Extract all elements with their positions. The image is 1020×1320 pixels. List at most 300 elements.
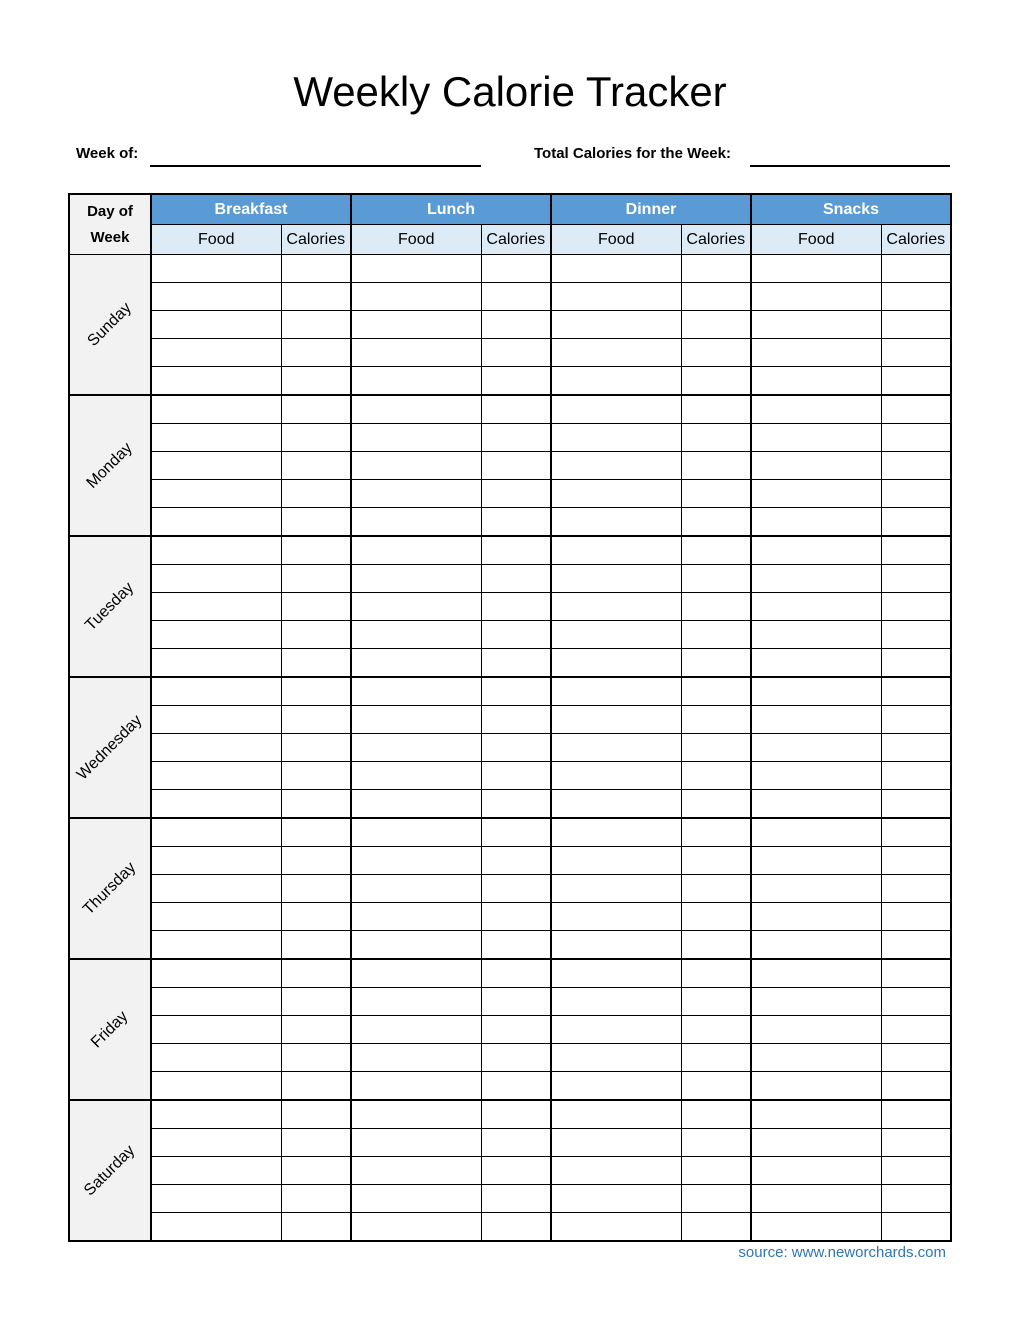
food-entry-cell[interactable] [351, 1185, 481, 1213]
calories-entry-cell[interactable] [681, 649, 751, 678]
calories-entry-cell[interactable] [481, 649, 551, 678]
calories-entry-cell[interactable] [681, 508, 751, 537]
calories-entry-cell[interactable] [681, 367, 751, 396]
food-entry-cell[interactable] [751, 1016, 881, 1044]
food-entry-cell[interactable] [551, 847, 681, 875]
food-entry-cell[interactable] [151, 283, 281, 311]
food-entry-cell[interactable] [151, 1072, 281, 1101]
calories-entry-cell[interactable] [481, 1185, 551, 1213]
calories-entry-cell[interactable] [681, 339, 751, 367]
calories-entry-cell[interactable] [281, 706, 351, 734]
calories-entry-cell[interactable] [481, 959, 551, 988]
food-entry-cell[interactable] [351, 959, 481, 988]
calories-entry-cell[interactable] [681, 536, 751, 565]
calories-entry-cell[interactable] [281, 734, 351, 762]
food-entry-cell[interactable] [151, 1185, 281, 1213]
calories-entry-cell[interactable] [281, 593, 351, 621]
food-entry-cell[interactable] [151, 508, 281, 537]
calories-entry-cell[interactable] [881, 311, 951, 339]
food-entry-cell[interactable] [351, 818, 481, 847]
calories-entry-cell[interactable] [281, 649, 351, 678]
food-entry-cell[interactable] [351, 1213, 481, 1242]
food-entry-cell[interactable] [751, 1129, 881, 1157]
food-entry-cell[interactable] [551, 1129, 681, 1157]
food-entry-cell[interactable] [551, 734, 681, 762]
food-entry-cell[interactable] [351, 734, 481, 762]
food-entry-cell[interactable] [551, 424, 681, 452]
day-label: Thursday [80, 858, 140, 918]
calories-entry-cell[interactable] [881, 1100, 951, 1129]
calories-entry-cell[interactable] [481, 1072, 551, 1101]
food-entry-cell[interactable] [751, 931, 881, 960]
table-row [69, 1072, 951, 1101]
food-entry-cell[interactable] [751, 875, 881, 903]
calories-entry-cell[interactable] [481, 847, 551, 875]
food-entry-cell[interactable] [751, 762, 881, 790]
food-entry-cell[interactable] [151, 931, 281, 960]
food-entry-cell[interactable] [551, 790, 681, 819]
calories-entry-cell[interactable] [881, 1213, 951, 1242]
day-label: Tuesday [82, 578, 138, 634]
calories-entry-cell[interactable] [681, 283, 751, 311]
food-entry-cell[interactable] [551, 339, 681, 367]
food-entry-cell[interactable] [151, 395, 281, 424]
food-entry-cell[interactable] [551, 508, 681, 537]
food-entry-cell[interactable] [551, 1157, 681, 1185]
calories-entry-cell[interactable] [681, 424, 751, 452]
food-entry-cell[interactable] [151, 1129, 281, 1157]
food-entry-cell[interactable] [751, 480, 881, 508]
food-entry-cell[interactable] [151, 1016, 281, 1044]
calories-entry-cell[interactable] [281, 818, 351, 847]
calories-entry-cell[interactable] [881, 480, 951, 508]
calories-entry-cell[interactable] [281, 1072, 351, 1101]
calories-entry-cell[interactable] [881, 959, 951, 988]
food-entry-cell[interactable] [351, 790, 481, 819]
calories-entry-cell[interactable] [481, 283, 551, 311]
calories-entry-cell[interactable] [881, 339, 951, 367]
food-entry-cell[interactable] [751, 395, 881, 424]
table-row [69, 1100, 951, 1129]
calories-entry-cell[interactable] [881, 424, 951, 452]
food-entry-cell[interactable] [151, 790, 281, 819]
food-entry-cell[interactable] [351, 593, 481, 621]
food-entry-cell[interactable] [351, 1016, 481, 1044]
table-row [69, 988, 951, 1016]
calories-entry-cell[interactable] [481, 1129, 551, 1157]
calories-entry-cell[interactable] [881, 1185, 951, 1213]
food-entry-cell[interactable] [751, 1044, 881, 1072]
calories-entry-cell[interactable] [881, 508, 951, 537]
food-entry-cell[interactable] [151, 452, 281, 480]
food-entry-cell[interactable] [551, 818, 681, 847]
day-header-line1: Day of [87, 202, 133, 220]
calories-entry-cell[interactable] [881, 1044, 951, 1072]
food-entry-cell[interactable] [751, 255, 881, 283]
food-entry-cell[interactable] [151, 424, 281, 452]
food-entry-cell[interactable] [751, 508, 881, 537]
food-entry-cell[interactable] [751, 1157, 881, 1185]
calories-entry-cell[interactable] [281, 621, 351, 649]
calories-entry-cell[interactable] [281, 395, 351, 424]
food-entry-cell[interactable] [551, 480, 681, 508]
food-entry-cell[interactable] [351, 452, 481, 480]
food-entry-cell[interactable] [551, 959, 681, 988]
food-entry-cell[interactable] [351, 706, 481, 734]
calories-entry-cell[interactable] [881, 762, 951, 790]
calories-entry-cell[interactable] [881, 565, 951, 593]
food-entry-cell[interactable] [151, 706, 281, 734]
food-entry-cell[interactable] [151, 903, 281, 931]
food-entry-cell[interactable] [551, 311, 681, 339]
calories-entry-cell[interactable] [281, 1129, 351, 1157]
table-row [69, 424, 951, 452]
food-entry-cell[interactable] [151, 480, 281, 508]
food-entry-cell[interactable] [151, 621, 281, 649]
food-entry-cell[interactable] [751, 959, 881, 988]
food-entry-cell[interactable] [751, 1100, 881, 1129]
food-entry-cell[interactable] [351, 424, 481, 452]
day-cell-sunday [69, 255, 151, 396]
food-entry-cell[interactable] [551, 875, 681, 903]
calories-entry-cell[interactable] [681, 1072, 751, 1101]
food-entry-cell[interactable] [551, 1044, 681, 1072]
calories-entry-cell[interactable] [481, 988, 551, 1016]
calories-entry-cell[interactable] [681, 706, 751, 734]
food-entry-cell[interactable] [551, 762, 681, 790]
food-entry-cell[interactable] [551, 903, 681, 931]
calories-entry-cell[interactable] [481, 762, 551, 790]
food-entry-cell[interactable] [751, 536, 881, 565]
food-entry-cell[interactable] [551, 988, 681, 1016]
food-entry-cell[interactable] [151, 1157, 281, 1185]
calories-entry-cell[interactable] [281, 1016, 351, 1044]
calories-entry-cell[interactable] [281, 1044, 351, 1072]
calories-entry-cell[interactable] [281, 1100, 351, 1129]
calories-entry-cell[interactable] [681, 959, 751, 988]
food-entry-cell[interactable] [751, 452, 881, 480]
food-entry-cell[interactable] [751, 1072, 881, 1101]
calories-entry-cell[interactable] [681, 1044, 751, 1072]
table-row [69, 875, 951, 903]
calories-entry-cell[interactable] [281, 536, 351, 565]
food-entry-cell[interactable] [551, 565, 681, 593]
calories-entry-cell[interactable] [881, 1016, 951, 1044]
food-entry-cell[interactable] [151, 988, 281, 1016]
meal-header-lunch: Lunch [351, 194, 551, 225]
calories-entry-cell[interactable] [481, 339, 551, 367]
food-entry-cell[interactable] [151, 1213, 281, 1242]
calories-entry-cell[interactable] [481, 593, 551, 621]
food-entry-cell[interactable] [351, 508, 481, 537]
calories-entry-cell[interactable] [481, 255, 551, 283]
food-entry-cell[interactable] [351, 847, 481, 875]
calories-entry-cell[interactable] [681, 762, 751, 790]
food-entry-cell[interactable] [151, 734, 281, 762]
calories-entry-cell[interactable] [481, 536, 551, 565]
calories-entry-cell[interactable] [281, 1213, 351, 1242]
food-entry-cell[interactable] [351, 536, 481, 565]
calories-entry-cell[interactable] [881, 818, 951, 847]
calories-entry-cell[interactable] [481, 452, 551, 480]
food-entry-cell[interactable] [351, 1044, 481, 1072]
food-entry-cell[interactable] [151, 367, 281, 396]
calories-entry-cell[interactable] [281, 1185, 351, 1213]
calories-entry-cell[interactable] [881, 677, 951, 706]
calories-entry-cell[interactable] [281, 790, 351, 819]
food-entry-cell[interactable] [551, 621, 681, 649]
food-entry-cell[interactable] [551, 1100, 681, 1129]
food-entry-cell[interactable] [351, 395, 481, 424]
food-entry-cell[interactable] [751, 1213, 881, 1242]
food-entry-cell[interactable] [751, 649, 881, 678]
calories-entry-cell[interactable] [881, 283, 951, 311]
calories-entry-cell[interactable] [681, 931, 751, 960]
food-entry-cell[interactable] [151, 818, 281, 847]
calories-entry-cell[interactable] [681, 1129, 751, 1157]
food-entry-cell[interactable] [351, 255, 481, 283]
calories-entry-cell[interactable] [281, 508, 351, 537]
calories-entry-cell[interactable] [281, 1157, 351, 1185]
table-row [69, 649, 951, 678]
calories-entry-cell[interactable] [281, 339, 351, 367]
food-entry-cell[interactable] [751, 311, 881, 339]
calories-entry-cell[interactable] [881, 536, 951, 565]
calories-entry-cell[interactable] [281, 480, 351, 508]
food-entry-cell[interactable] [551, 593, 681, 621]
calories-entry-cell[interactable] [881, 255, 951, 283]
calories-entry-cell[interactable] [281, 931, 351, 960]
calories-entry-cell[interactable] [481, 706, 551, 734]
food-column-header: Food [751, 225, 881, 255]
calories-entry-cell[interactable] [681, 1100, 751, 1129]
food-entry-cell[interactable] [151, 255, 281, 283]
food-entry-cell[interactable] [151, 339, 281, 367]
calories-entry-cell[interactable] [481, 677, 551, 706]
calories-entry-cell[interactable] [681, 395, 751, 424]
calories-entry-cell[interactable] [881, 1157, 951, 1185]
calories-entry-cell[interactable] [681, 988, 751, 1016]
calories-entry-cell[interactable] [281, 847, 351, 875]
food-entry-cell[interactable] [351, 1072, 481, 1101]
calories-entry-cell[interactable] [881, 1072, 951, 1101]
food-entry-cell[interactable] [551, 283, 681, 311]
table-row [69, 311, 951, 339]
calories-entry-cell[interactable] [881, 706, 951, 734]
calories-entry-cell[interactable] [681, 1185, 751, 1213]
calories-entry-cell[interactable] [481, 565, 551, 593]
week-of-label: Week of: [76, 145, 139, 162]
food-entry-cell[interactable] [551, 649, 681, 678]
food-entry-cell[interactable] [551, 1072, 681, 1101]
food-entry-cell[interactable] [151, 959, 281, 988]
calories-entry-cell[interactable] [281, 762, 351, 790]
calories-entry-cell[interactable] [281, 959, 351, 988]
table-row [69, 1016, 951, 1044]
week-of-field[interactable] [150, 165, 481, 167]
calories-entry-cell[interactable] [681, 677, 751, 706]
food-entry-cell[interactable] [351, 903, 481, 931]
calories-entry-cell[interactable] [681, 903, 751, 931]
calories-entry-cell[interactable] [281, 677, 351, 706]
calories-entry-cell[interactable] [681, 847, 751, 875]
calories-entry-cell[interactable] [881, 903, 951, 931]
food-entry-cell[interactable] [351, 480, 481, 508]
calories-entry-cell[interactable] [481, 395, 551, 424]
food-entry-cell[interactable] [151, 762, 281, 790]
calories-entry-cell[interactable] [281, 875, 351, 903]
food-entry-cell[interactable] [151, 1044, 281, 1072]
calories-entry-cell[interactable] [281, 452, 351, 480]
calories-entry-cell[interactable] [281, 311, 351, 339]
food-entry-cell[interactable] [751, 367, 881, 396]
total-calories-field[interactable] [750, 165, 950, 167]
calories-entry-cell[interactable] [881, 875, 951, 903]
food-entry-cell[interactable] [151, 1100, 281, 1129]
food-entry-cell[interactable] [751, 593, 881, 621]
calories-entry-cell[interactable] [881, 452, 951, 480]
food-entry-cell[interactable] [551, 255, 681, 283]
calories-entry-cell[interactable] [881, 847, 951, 875]
calories-entry-cell[interactable] [681, 480, 751, 508]
calories-entry-cell[interactable] [881, 593, 951, 621]
calories-entry-cell[interactable] [481, 818, 551, 847]
food-entry-cell[interactable] [551, 931, 681, 960]
calories-entry-cell[interactable] [481, 311, 551, 339]
calories-entry-cell[interactable] [881, 931, 951, 960]
food-entry-cell[interactable] [351, 283, 481, 311]
calories-entry-cell[interactable] [681, 565, 751, 593]
calories-entry-cell[interactable] [481, 931, 551, 960]
calories-entry-cell[interactable] [481, 1044, 551, 1072]
calories-entry-cell[interactable] [681, 790, 751, 819]
calories-entry-cell[interactable] [881, 988, 951, 1016]
food-entry-cell[interactable] [751, 621, 881, 649]
calories-entry-cell[interactable] [881, 395, 951, 424]
food-entry-cell[interactable] [551, 1016, 681, 1044]
calories-entry-cell[interactable] [481, 790, 551, 819]
food-entry-cell[interactable] [751, 677, 881, 706]
food-entry-cell[interactable] [751, 1185, 881, 1213]
food-entry-cell[interactable] [351, 988, 481, 1016]
table-row [69, 1213, 951, 1242]
calories-entry-cell[interactable] [681, 621, 751, 649]
calories-entry-cell[interactable] [481, 508, 551, 537]
food-entry-cell[interactable] [551, 1185, 681, 1213]
food-entry-cell[interactable] [151, 677, 281, 706]
food-entry-cell[interactable] [151, 593, 281, 621]
calories-entry-cell[interactable] [281, 255, 351, 283]
food-entry-cell[interactable] [351, 311, 481, 339]
calories-entry-cell[interactable] [681, 255, 751, 283]
food-entry-cell[interactable] [751, 903, 881, 931]
food-entry-cell[interactable] [551, 706, 681, 734]
food-entry-cell[interactable] [551, 395, 681, 424]
calories-entry-cell[interactable] [281, 367, 351, 396]
food-entry-cell[interactable] [351, 367, 481, 396]
food-entry-cell[interactable] [551, 677, 681, 706]
calories-entry-cell[interactable] [281, 424, 351, 452]
calories-entry-cell[interactable] [481, 734, 551, 762]
calories-entry-cell[interactable] [681, 311, 751, 339]
food-entry-cell[interactable] [151, 649, 281, 678]
food-entry-cell[interactable] [751, 988, 881, 1016]
calories-entry-cell[interactable] [481, 367, 551, 396]
food-entry-cell[interactable] [551, 1213, 681, 1242]
calories-entry-cell[interactable] [481, 903, 551, 931]
calories-entry-cell[interactable] [281, 283, 351, 311]
calories-entry-cell[interactable] [881, 367, 951, 396]
food-entry-cell[interactable] [351, 1129, 481, 1157]
calories-entry-cell[interactable] [681, 734, 751, 762]
food-entry-cell[interactable] [151, 311, 281, 339]
food-entry-cell[interactable] [351, 565, 481, 593]
food-entry-cell[interactable] [151, 847, 281, 875]
food-entry-cell[interactable] [751, 339, 881, 367]
food-entry-cell[interactable] [151, 536, 281, 565]
calories-entry-cell[interactable] [681, 1016, 751, 1044]
food-entry-cell[interactable] [751, 424, 881, 452]
food-entry-cell[interactable] [551, 452, 681, 480]
calories-column-header: Calories [281, 225, 351, 255]
calories-entry-cell[interactable] [881, 649, 951, 678]
calories-entry-cell[interactable] [881, 734, 951, 762]
calories-entry-cell[interactable] [681, 875, 751, 903]
food-entry-cell[interactable] [351, 1100, 481, 1129]
calories-entry-cell[interactable] [481, 621, 551, 649]
food-entry-cell[interactable] [351, 931, 481, 960]
calories-entry-cell[interactable] [681, 1157, 751, 1185]
food-entry-cell[interactable] [351, 649, 481, 678]
calories-entry-cell[interactable] [481, 424, 551, 452]
calories-entry-cell[interactable] [681, 593, 751, 621]
food-entry-cell[interactable] [351, 621, 481, 649]
food-entry-cell[interactable] [351, 875, 481, 903]
calories-entry-cell[interactable] [481, 1100, 551, 1129]
food-entry-cell[interactable] [551, 367, 681, 396]
food-entry-cell[interactable] [351, 762, 481, 790]
food-entry-cell[interactable] [751, 790, 881, 819]
food-entry-cell[interactable] [351, 339, 481, 367]
table-row [69, 255, 951, 283]
food-entry-cell[interactable] [751, 283, 881, 311]
food-entry-cell[interactable] [751, 847, 881, 875]
calories-entry-cell[interactable] [881, 621, 951, 649]
calories-entry-cell[interactable] [481, 480, 551, 508]
calories-entry-cell[interactable] [481, 875, 551, 903]
food-entry-cell[interactable] [751, 734, 881, 762]
food-entry-cell[interactable] [351, 1157, 481, 1185]
calories-entry-cell[interactable] [681, 818, 751, 847]
calories-entry-cell[interactable] [481, 1213, 551, 1242]
calories-entry-cell[interactable] [481, 1016, 551, 1044]
calories-entry-cell[interactable] [681, 1213, 751, 1242]
food-entry-cell[interactable] [751, 706, 881, 734]
food-entry-cell[interactable] [751, 565, 881, 593]
calories-entry-cell[interactable] [281, 988, 351, 1016]
calories-entry-cell[interactable] [281, 903, 351, 931]
food-entry-cell[interactable] [751, 818, 881, 847]
food-entry-cell[interactable] [551, 536, 681, 565]
food-entry-cell[interactable] [151, 565, 281, 593]
calories-entry-cell[interactable] [481, 1157, 551, 1185]
calories-entry-cell[interactable] [881, 1129, 951, 1157]
calories-entry-cell[interactable] [681, 452, 751, 480]
food-entry-cell[interactable] [151, 875, 281, 903]
food-entry-cell[interactable] [351, 677, 481, 706]
calories-entry-cell[interactable] [881, 790, 951, 819]
calories-entry-cell[interactable] [281, 565, 351, 593]
